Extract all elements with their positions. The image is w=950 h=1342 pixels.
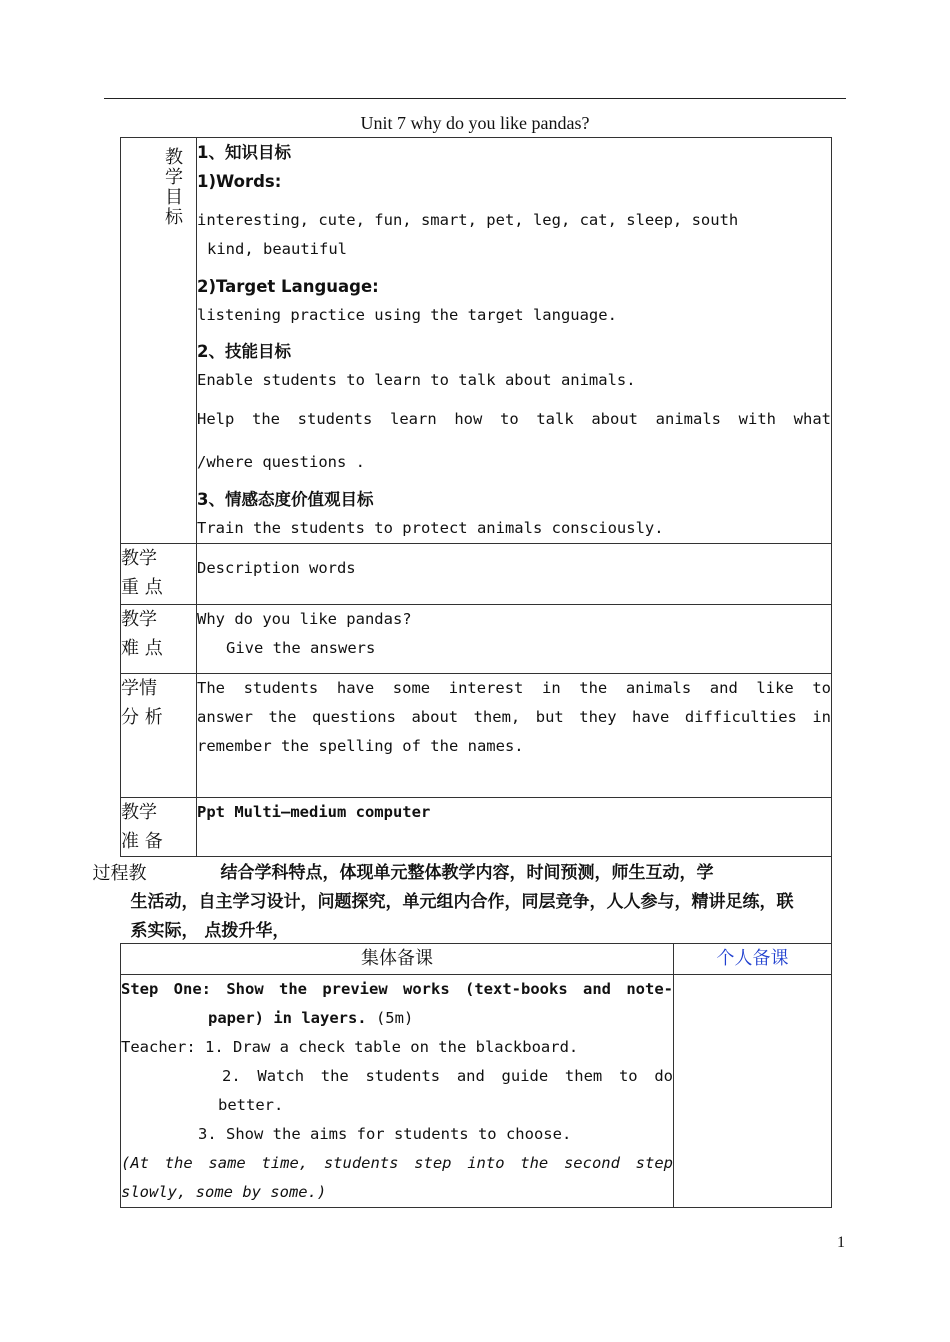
emotion-heading: 3、情感态度价值观目标	[197, 490, 374, 509]
goals-label-char: 学	[165, 167, 183, 188]
step-one-content	[121, 975, 674, 1208]
analysis-line-3: remember the spelling of the names.	[197, 737, 524, 755]
step-one-row	[121, 975, 832, 1208]
preparation-row	[121, 798, 832, 857]
difficult-points-label: 教学 难 点	[121, 605, 197, 674]
goals-label-char: 标	[165, 207, 183, 228]
step-one-line-2: paper) in layers.	[208, 1009, 367, 1027]
process-line-1: 结合学科特点，体现单元整体教学内容，时间预测，师生互动，学	[220, 863, 714, 883]
words-line-1: interesting, cute, fun, smart, pet, leg, cat, sleep, south	[197, 211, 739, 229]
note-line-1: (At the same time, students step into the second step	[121, 1154, 673, 1172]
goals-label-cell	[121, 138, 197, 544]
step-one-line-1: Step One: Show the preview works (text-books and note-	[121, 980, 673, 998]
goals-content	[197, 138, 832, 544]
difficult-points-row	[121, 605, 832, 674]
target-language-label: 2)Target Language:	[197, 277, 379, 296]
difficult-points-content	[197, 605, 832, 674]
lesson-plan-table	[92, 137, 832, 1208]
emotion-text: Train the students to protect animals consciously.	[197, 519, 664, 537]
key-points-text: Description words	[197, 544, 832, 605]
goals-label-char: 教	[165, 147, 183, 168]
teacher-line-2: 2. Watch the students and guide them to do	[222, 1067, 673, 1085]
words-label: 1)Words:	[197, 172, 282, 191]
analysis-line-2: answer the questions about them, but they have difficulties in	[197, 708, 832, 726]
teacher-line-2b: better.	[218, 1096, 284, 1114]
difficult-line-2: Give the answers	[226, 639, 376, 657]
teacher-line-1: Teacher: 1. Draw a check table on the blackboard.	[121, 1038, 579, 1056]
process-label: 过程教	[92, 863, 147, 884]
goals-row	[121, 138, 832, 544]
difficult-line-1: Why do you like pandas?	[197, 610, 412, 628]
preparation-text: Ppt Multi—medium computer	[197, 798, 832, 857]
process-line-3: 系实际， 点拨升华，	[130, 921, 290, 941]
process-line-2: 生活动，自主学习设计，问题探究，单元组内合作，同层竞争，人人参与，精讲足练，联	[130, 892, 794, 912]
analysis-line-1: The students have some interest in the animals and like to	[197, 679, 832, 697]
page-title: Unit 7 why do you like pandas?	[360, 113, 590, 133]
goals-label-char: 目	[165, 187, 183, 208]
analysis-content	[197, 674, 832, 798]
personal-prep-cell	[674, 975, 832, 1208]
skill-line-3: /where questions .	[197, 453, 365, 471]
page-number: 1	[837, 1234, 845, 1251]
skill-heading: 2、技能目标	[197, 342, 291, 361]
preparation-label: 教学 准 备	[121, 798, 197, 857]
teacher-line-3: 3. Show the aims for students to choose.	[198, 1125, 572, 1143]
key-points-row	[121, 544, 832, 605]
column-header-row	[121, 944, 832, 975]
header-rule	[104, 98, 846, 99]
analysis-label: 学情 分 析	[121, 674, 197, 798]
skill-line-1: Enable students to learn to talk about animals.	[197, 371, 636, 389]
analysis-row	[121, 674, 832, 798]
group-prep-header: 集体备课	[121, 944, 674, 975]
knowledge-heading: 1、知识目标	[197, 143, 291, 162]
note-line-2: slowly, some by some.)	[121, 1183, 327, 1201]
step-one-time: (5m)	[366, 1009, 414, 1027]
process-cell	[92, 857, 832, 944]
words-line-2: kind, beautiful	[207, 240, 347, 258]
target-language-text: listening practice using the target language.	[197, 306, 617, 324]
personal-prep-header: 个人备课	[674, 944, 832, 975]
process-row	[121, 857, 832, 944]
key-points-label: 教学 重 点	[121, 544, 197, 605]
skill-line-2: Help the students learn how to talk about animals with what	[197, 410, 832, 428]
